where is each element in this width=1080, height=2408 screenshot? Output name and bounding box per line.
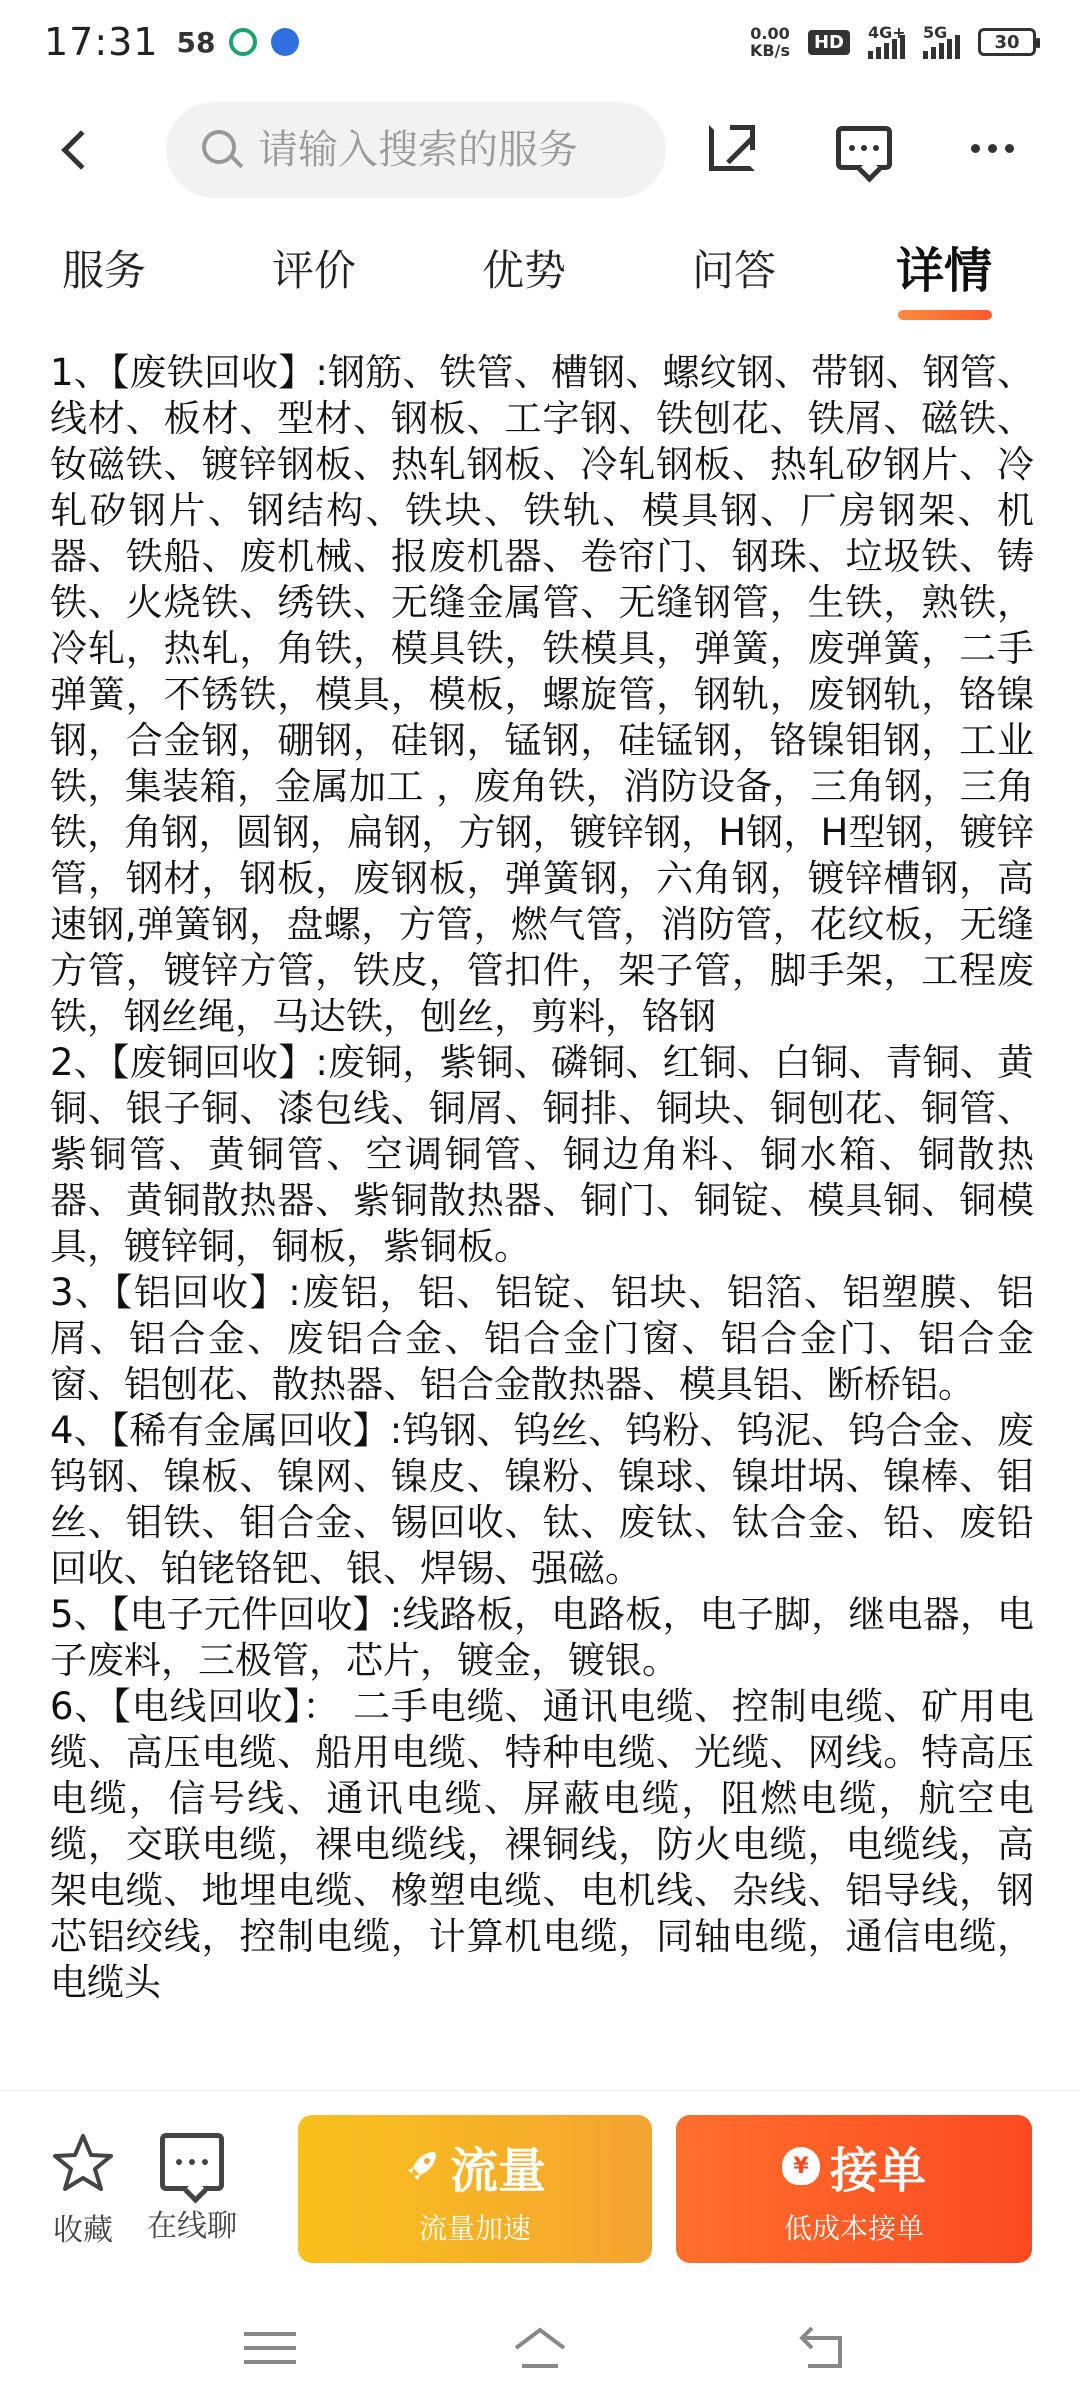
traffic-title: 流量	[449, 2142, 546, 2199]
baidu-notification-icon	[271, 28, 299, 56]
bottom-action-bar	[0, 2090, 1080, 2280]
signal-4g-icon: 4G+	[868, 25, 905, 59]
tab-reviews[interactable]: 评价	[272, 246, 357, 295]
share-button[interactable]	[700, 116, 764, 180]
share-icon	[709, 125, 755, 171]
online-chat-label: 在线聊	[147, 2209, 237, 2244]
rocket-icon	[404, 2148, 440, 2184]
favorite-button[interactable]	[48, 2131, 118, 2249]
detail-paragraph: 6、【电线回收】： 二手电缆、通讯电缆、控制电缆、矿用电缆、高压电缆、船用电缆、特种电缆、光缆、网线。特高压电缆，信号线、通讯电缆、屏蔽电缆，阻燃电缆，航空电缆，交联电缆，裸电缆线，裸铜线，防火电缆，电缆线，高架电缆、地埋电缆、橡塑电缆、电机线、杂线、铝导线，钢芯铝绞线，控制电缆，计算机电缆，同轴电缆，通信电缆，电缆头	[50, 1685, 1034, 2004]
detail-paragraph: 4、【稀有金属回收】:钨钢、钨丝、钨粉、钨泥、钨合金、废钨钢、镍板、镍网、镍皮、镍粉、镍球、镍坩埚、镍棒、钼丝、钼铁、钼合金、锡回收、钛、废钛、钛合金、铅、废铅回收、铂铑铬钯、银、焊锡、强磁。	[50, 1409, 1034, 1590]
tab-qa[interactable]: 问答	[692, 246, 777, 295]
app-58-icon: 58	[176, 25, 216, 59]
order-title: 接单	[829, 2142, 926, 2199]
active-tab-indicator	[898, 310, 992, 320]
money-bag-icon: ¥	[782, 2147, 820, 2185]
system-nav-bar	[0, 2290, 1080, 2408]
more-dots-icon	[971, 144, 980, 153]
signal-5g-icon: 5G	[923, 25, 960, 59]
star-icon	[51, 2131, 115, 2195]
order-subtitle: 低成本接单	[783, 2211, 924, 2245]
notification-icons	[177, 26, 300, 59]
system-indicators	[750, 25, 1036, 59]
search-bar[interactable]	[166, 102, 666, 198]
online-chat-button[interactable]	[142, 2131, 242, 2245]
detail-paragraph: 2、【废铜回收】:废铜，紫铜、磷铜、红铜、白铜、青铜、黄铜、银子铜、漆包线、铜屑、铜排、铜块、铜刨花、铜管、紫铜管、黄铜管、空调铜管、铜边角料、铜水箱、铜散热器、黄铜散热器、紫铜散热器、铜门、铜锭、模具铜、铜模具，镀锌铜，铜板，紫铜板。	[50, 1041, 1034, 1268]
back-arrow-icon	[792, 2318, 852, 2378]
back-button[interactable]	[52, 126, 100, 174]
menu-icon	[244, 2332, 296, 2336]
tab-details[interactable]: 详情	[896, 243, 993, 299]
detail-paragraph: 5、【电子元件回收】:线路板，电路板，电子脚，继电器，电子废料，三极管，芯片，镀金，镀银。	[50, 1593, 1034, 1682]
nav-back-button[interactable]	[792, 2318, 852, 2378]
message-icon	[836, 126, 892, 170]
home-icon	[510, 2318, 570, 2378]
chevron-left-icon	[61, 130, 101, 170]
status-bar	[0, 0, 1080, 84]
accept-order-button[interactable]	[676, 2115, 1032, 2263]
message-button[interactable]	[832, 116, 896, 180]
tab-service[interactable]: 服务	[62, 246, 147, 295]
more-button[interactable]	[960, 116, 1024, 180]
chat-icon	[160, 2133, 224, 2191]
search-input[interactable]	[258, 127, 628, 173]
home-button[interactable]	[510, 2318, 570, 2378]
recent-apps-button[interactable]	[240, 2318, 300, 2378]
details-content	[50, 350, 1034, 2088]
search-icon	[202, 130, 242, 170]
detail-paragraph: 1、【废铁回收】:钢筋、铁管、槽钢、螺纹钢、带钢、钢管、线材、板材、型材、钢板、工字钢、铁刨花、铁屑、磁铁、钕磁铁、镀锌钢板、热轧钢板、冷轧钢板、热轧矽钢片、冷轧矽钢片、钢结构、铁块、铁轨、模具钢、厂房钢架、机器、铁船、废机械、报废机器、卷帘门、钢珠、垃圾铁、铸铁、火烧铁、绣铁、无缝金属管、无缝钢管，生铁，熟铁，冷轧，热轧，角铁，模具铁，铁模具，弹簧，废弹簧，二手弹簧，不锈铁，模具，模板，螺旋管，钢轨，废钢轨，铬镍钢，合金钢，硼钢，硅钢，锰钢，硅锰钢，铬镍钼钢，工业铁，集装箱，金属加工 ，废角铁，消防设备，三角钢，三角铁，角钢，圆钢，扁钢，方钢，镀锌钢，H钢，H型钢，镀锌管，钢材，钢板，废钢板，弹簧钢，六角钢，镀锌槽钢，高速钢,弹簧钢，盘螺，方管，燃气管，消防管，花纹板，无缝方管，镀锌方管，铁皮，管扣件，架子管，脚手架，工程废铁，钢丝绳，马达铁，刨丝，剪料，铬钢	[50, 351, 1034, 1038]
hd-voice-icon: HD	[808, 30, 850, 55]
favorite-label: 收藏	[53, 2213, 113, 2248]
network-speed: 0.00 KB/s	[750, 24, 790, 60]
battery-icon: 30	[978, 28, 1036, 56]
tab-advantages[interactable]: 优势	[482, 246, 567, 295]
top-header	[0, 96, 1080, 204]
traffic-subtitle: 流量加速	[418, 2211, 531, 2245]
browser-notification-icon	[229, 28, 257, 56]
traffic-boost-button[interactable]	[298, 2115, 652, 2263]
detail-paragraph: 3、【铝回收】:废铝，铝、铝锭、铝块、铝箔、铝塑膜、铝屑、铝合金、废铝合金、铝合金门窗、铝合金门、铝合金窗、铝刨花、散热器、铝合金散热器、模具铝、断桥铝。	[50, 1271, 1034, 1406]
status-time: 17:31	[44, 20, 159, 64]
tab-bar	[0, 236, 1080, 326]
